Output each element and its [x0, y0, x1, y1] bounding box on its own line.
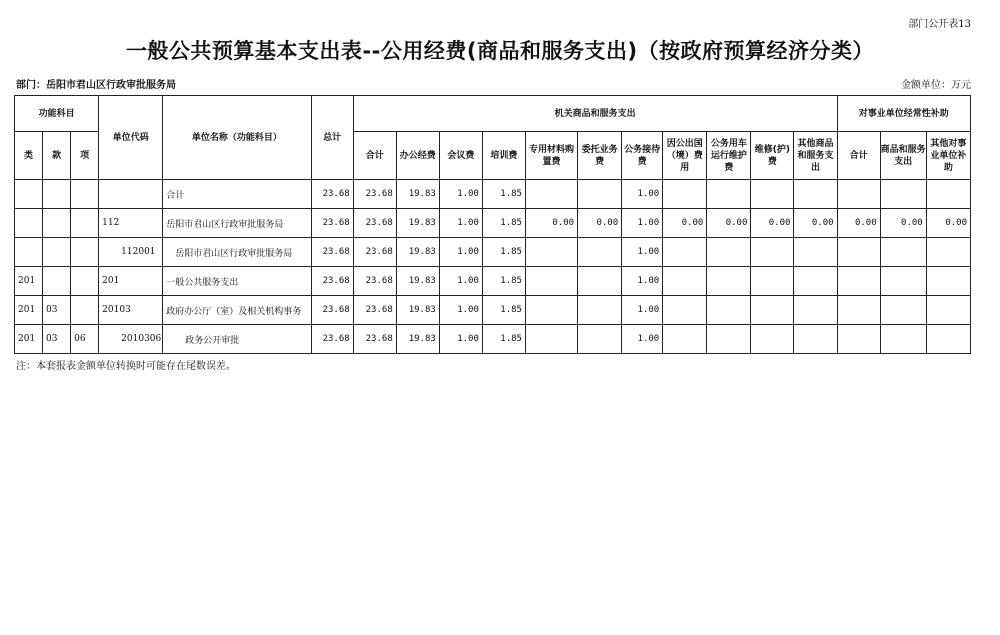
cell-amount: [525, 296, 577, 325]
cell-total: 23.68: [311, 209, 353, 238]
cell-amount: [926, 325, 970, 354]
cell-kuan: 03: [43, 325, 71, 354]
cell-amount: 23.68: [353, 238, 396, 267]
cell-unit-code: 20103: [99, 296, 163, 325]
cell-unit-code: 2010306: [99, 325, 163, 354]
cell-amount: [707, 180, 751, 209]
cell-amount: 23.68: [353, 296, 396, 325]
table-row: [15, 325, 971, 354]
cell-amount: [926, 296, 970, 325]
cell-amount: 23.68: [353, 325, 396, 354]
cell-amount: 1.85: [482, 267, 525, 296]
cell-amount: 0.00: [926, 209, 970, 238]
table-row: [15, 180, 971, 209]
cell-amount: [707, 325, 751, 354]
cell-amount: [926, 267, 970, 296]
cell-total: 23.68: [311, 238, 353, 267]
header-col: 委托业务费: [578, 132, 622, 180]
cell-amount: 19.83: [396, 325, 439, 354]
cell-amount: 0.00: [525, 209, 577, 238]
cell-amount: 19.83: [396, 238, 439, 267]
cell-unit-code: 201: [99, 267, 163, 296]
cell-amount: [880, 238, 926, 267]
cell-amount: [751, 296, 794, 325]
cell-amount: 0.00: [663, 209, 707, 238]
header-col: 合计: [837, 132, 880, 180]
cell-lei: 201: [15, 325, 43, 354]
cell-amount: 0.00: [880, 209, 926, 238]
cell-amount: [525, 325, 577, 354]
header-col: 维修(护)费: [751, 132, 794, 180]
cell-amount: 1.00: [622, 238, 663, 267]
cell-amount: [794, 238, 837, 267]
cell-total: 23.68: [311, 296, 353, 325]
cell-amount: [578, 325, 622, 354]
header-kuan: 款: [43, 132, 71, 180]
cell-amount: [794, 180, 837, 209]
cell-amount: 1.00: [622, 296, 663, 325]
cell-amount: 1.85: [482, 296, 525, 325]
cell-unit-name: 岳阳市君山区行政审批服务局: [163, 209, 311, 238]
cell-amount: [663, 180, 707, 209]
cell-amount: 1.00: [439, 296, 482, 325]
header-col: 公务用车运行维护费: [707, 132, 751, 180]
header-goods-services: 机关商品和服务支出: [353, 96, 837, 132]
cell-amount: 1.00: [439, 209, 482, 238]
cell-amount: [707, 238, 751, 267]
cell-amount: 0.00: [751, 209, 794, 238]
header-func-subject: 功能科目: [15, 96, 99, 132]
cell-amount: [578, 296, 622, 325]
cell-unit-name: 一般公共服务支出: [163, 267, 311, 296]
cell-amount: 1.00: [622, 180, 663, 209]
cell-unit-name: 合计: [163, 180, 311, 209]
cell-amount: [794, 325, 837, 354]
cell-amount: [837, 180, 880, 209]
cell-amount: [880, 180, 926, 209]
cell-amount: [837, 267, 880, 296]
cell-amount: 0.00: [794, 209, 837, 238]
cell-amount: [794, 267, 837, 296]
cell-amount: 1.00: [622, 267, 663, 296]
table-row: [15, 209, 971, 238]
cell-amount: 23.68: [353, 180, 396, 209]
cell-amount: [880, 296, 926, 325]
cell-lei: 201: [15, 296, 43, 325]
cell-amount: [578, 180, 622, 209]
cell-amount: [794, 296, 837, 325]
amount-unit-label: 金额单位：万元: [901, 80, 971, 91]
header-col: 会议费: [439, 132, 482, 180]
cell-xiang: [71, 209, 99, 238]
cell-unit-name: 岳阳市君山区行政审批服务局: [163, 238, 311, 267]
header-unit-name: 单位名称（功能科目）: [163, 96, 311, 180]
cell-amount: 1.00: [439, 325, 482, 354]
footnote: 注：本套报表金额单位转换时可能存在尾数误差。: [16, 361, 236, 372]
cell-amount: [707, 267, 751, 296]
header-col: 合计: [353, 132, 396, 180]
header-xiang: 项: [71, 132, 99, 180]
cell-lei: [15, 209, 43, 238]
cell-unit-code: 112: [99, 209, 163, 238]
cell-amount: [663, 296, 707, 325]
header-col: 商品和服务支出: [880, 132, 926, 180]
cell-amount: [880, 267, 926, 296]
cell-total: 23.68: [311, 267, 353, 296]
header-col: 专用材料购置费: [525, 132, 577, 180]
header-lei: 类: [15, 132, 43, 180]
cell-amount: [926, 180, 970, 209]
cell-amount: [751, 238, 794, 267]
cell-amount: 23.68: [353, 267, 396, 296]
header-total: 总计: [311, 96, 353, 180]
cell-amount: [663, 325, 707, 354]
cell-total: 23.68: [311, 180, 353, 209]
cell-amount: [525, 180, 577, 209]
cell-amount: 19.83: [396, 180, 439, 209]
cell-amount: [751, 325, 794, 354]
cell-unit-code: 112001: [99, 238, 163, 267]
cell-lei: 201: [15, 267, 43, 296]
cell-amount: 1.85: [482, 238, 525, 267]
cell-amount: [578, 238, 622, 267]
header-subsidy: 对事业单位经常性补助: [837, 96, 970, 132]
cell-amount: [751, 267, 794, 296]
cell-amount: 19.83: [396, 209, 439, 238]
cell-amount: 1.00: [622, 325, 663, 354]
cell-xiang: [71, 296, 99, 325]
cell-amount: 1.85: [482, 325, 525, 354]
cell-amount: [663, 267, 707, 296]
cell-kuan: [43, 180, 71, 209]
cell-amount: 1.00: [439, 238, 482, 267]
cell-amount: 1.85: [482, 209, 525, 238]
cell-amount: 1.00: [439, 267, 482, 296]
cell-xiang: [71, 238, 99, 267]
header-col: 培训费: [482, 132, 525, 180]
cell-amount: [837, 238, 880, 267]
cell-amount: [707, 296, 751, 325]
cell-total: 23.68: [311, 325, 353, 354]
cell-amount: [525, 238, 577, 267]
cell-amount: [751, 180, 794, 209]
header-col: 办公经费: [396, 132, 439, 180]
cell-amount: 0.00: [707, 209, 751, 238]
expenditure-table: [14, 95, 971, 354]
cell-amount: [663, 238, 707, 267]
cell-amount: [837, 296, 880, 325]
cell-amount: [837, 325, 880, 354]
cell-lei: [15, 180, 43, 209]
cell-amount: [926, 238, 970, 267]
cell-amount: 1.00: [622, 209, 663, 238]
cell-unit-code: [99, 180, 163, 209]
header-col: 其他对事业单位补助: [926, 132, 970, 180]
cell-amount: 1.00: [439, 180, 482, 209]
cell-lei: [15, 238, 43, 267]
cell-amount: [525, 267, 577, 296]
cell-kuan: 03: [43, 296, 71, 325]
cell-kuan: [43, 209, 71, 238]
header-col: 其他商品和服务支出: [794, 132, 837, 180]
cell-xiang: [71, 267, 99, 296]
header-unit-code: 单位代码: [99, 96, 163, 180]
cell-kuan: [43, 267, 71, 296]
department-label: 部门：岳阳市君山区行政审批服务局: [16, 80, 176, 91]
cell-xiang: [71, 180, 99, 209]
header-col: 因公出国（境）费用: [663, 132, 707, 180]
table-body: [15, 180, 971, 354]
cell-unit-name: 政府办公厅（室）及相关机构事务: [163, 296, 311, 325]
cell-amount: 1.85: [482, 180, 525, 209]
cell-amount: 19.83: [396, 296, 439, 325]
cell-amount: 23.68: [353, 209, 396, 238]
header-col: 公务接待费: [622, 132, 663, 180]
table-row: [15, 296, 971, 325]
page-title: 一般公共预算基本支出表--公用经费(商品和服务支出)（按政府预算经济分类）: [125, 39, 875, 63]
table-row: [15, 238, 971, 267]
cell-amount: 19.83: [396, 267, 439, 296]
cell-amount: 0.00: [837, 209, 880, 238]
cell-xiang: 06: [71, 325, 99, 354]
table-row: [15, 267, 971, 296]
cell-amount: [880, 325, 926, 354]
cell-unit-name: 政务公开审批: [163, 325, 311, 354]
cell-amount: [578, 267, 622, 296]
report-number: 部门公开表13: [908, 19, 971, 30]
cell-amount: 0.00: [578, 209, 622, 238]
cell-kuan: [43, 238, 71, 267]
